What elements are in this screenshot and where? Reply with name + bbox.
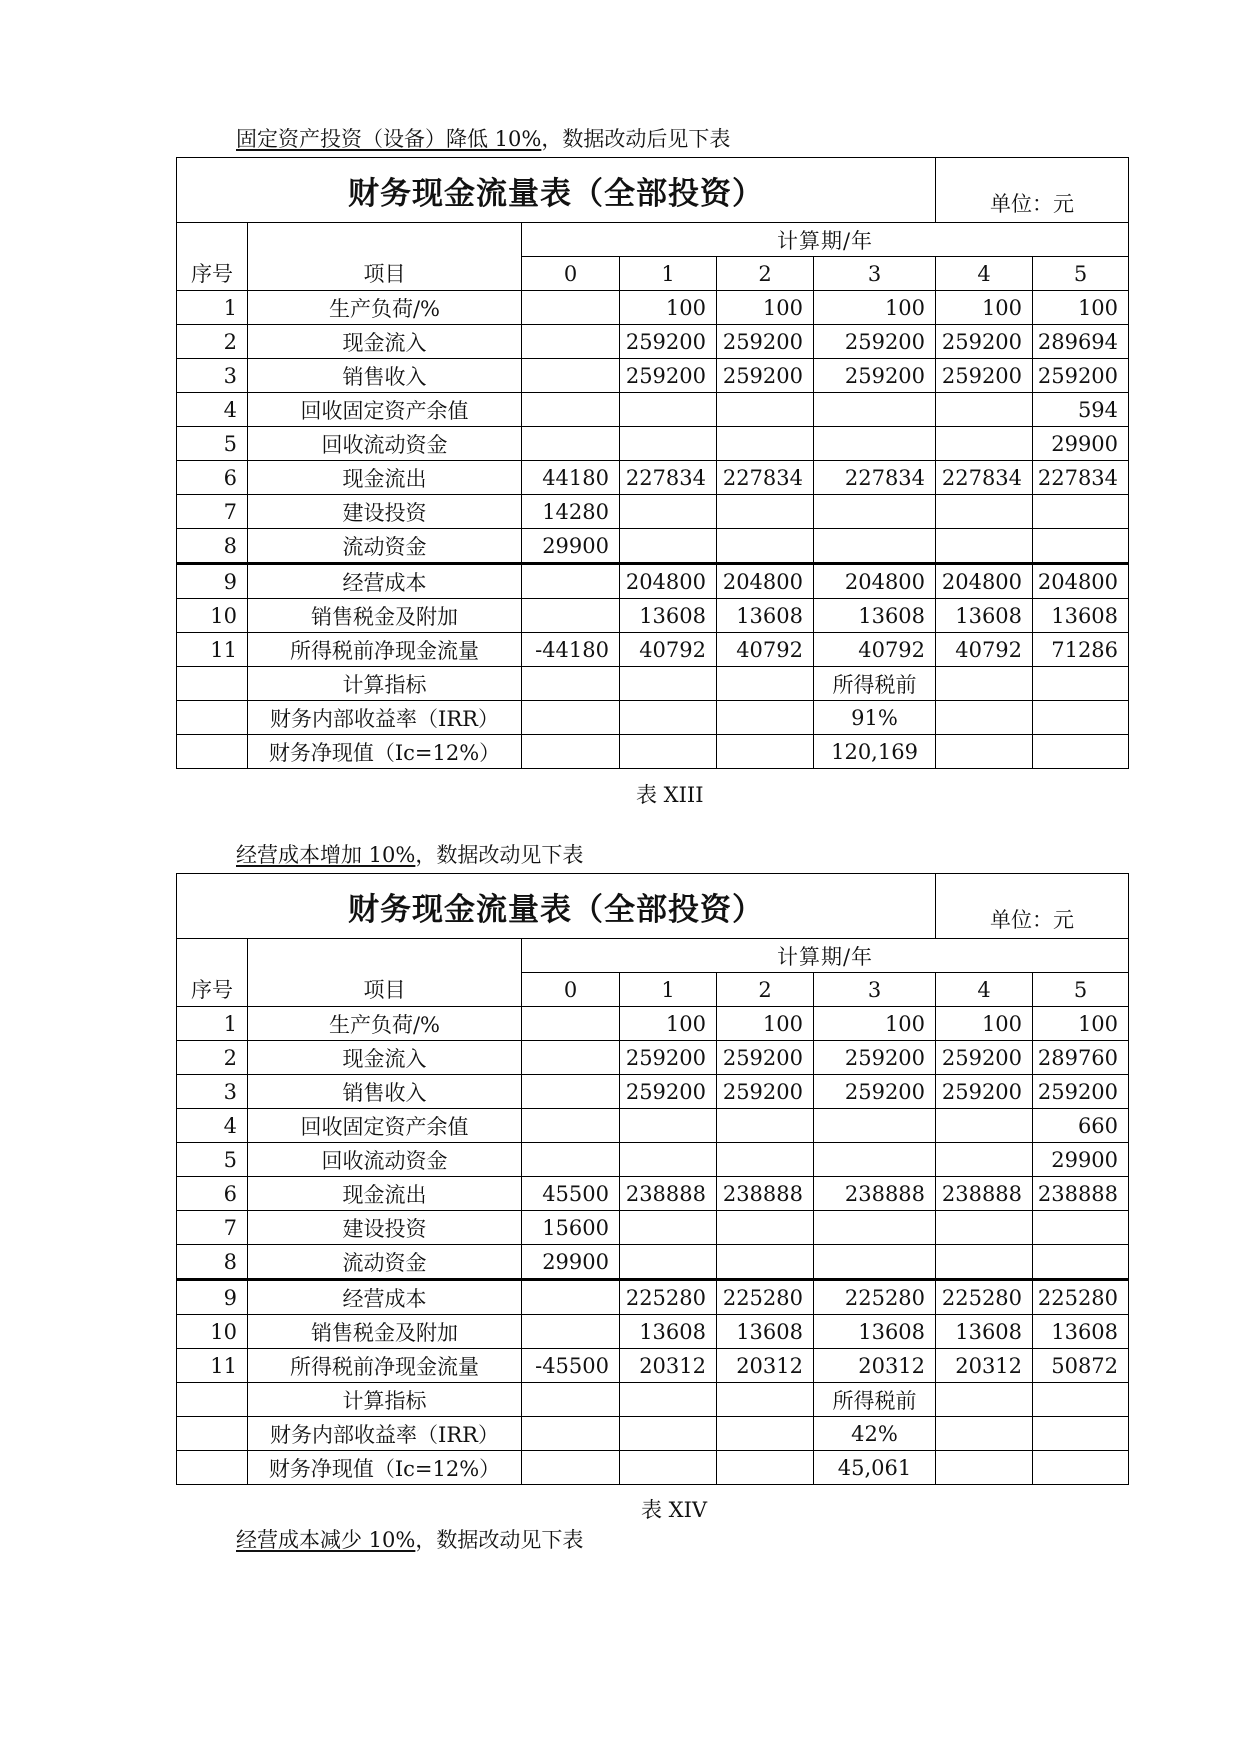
table-title: 财务现金流量表（全部投资） (177, 158, 936, 223)
cell-year-5 (1033, 701, 1129, 735)
cell-year-4 (936, 427, 1033, 461)
cell-year-3: 91% (814, 701, 936, 735)
year-header-5: 5 (1033, 973, 1129, 1007)
cell-year-0 (522, 325, 620, 359)
cell-year-2: 100 (717, 291, 814, 325)
cell-year-3: 100 (814, 1007, 936, 1041)
cell-year-1: 204800 (620, 564, 717, 599)
row-seq: 11 (177, 1349, 248, 1383)
row-item: 计算指标 (248, 667, 522, 701)
cell-year-2: 20312 (717, 1349, 814, 1383)
cell-year-1 (620, 393, 717, 427)
cell-year-4: 204800 (936, 564, 1033, 599)
table-row (177, 701, 1129, 735)
cell-year-1 (620, 1451, 717, 1485)
row-item: 经营成本 (248, 564, 522, 599)
cell-year-2 (717, 1383, 814, 1417)
cell-year-2 (717, 1143, 814, 1177)
cell-year-2: 238888 (717, 1177, 814, 1211)
row-seq: 10 (177, 1315, 248, 1349)
cell-year-5: 238888 (1033, 1177, 1129, 1211)
cell-year-1 (620, 1143, 717, 1177)
cell-year-1: 20312 (620, 1349, 717, 1383)
cell-year-0: 44180 (522, 461, 620, 495)
cell-year-3: 所得税前 (814, 1383, 936, 1417)
row-seq: 9 (177, 564, 248, 599)
section-3-intro (236, 1527, 583, 1553)
cell-year-3: 13608 (814, 599, 936, 633)
cell-year-5: 71286 (1033, 633, 1129, 667)
cell-year-3 (814, 529, 936, 564)
year-header-0: 0 (522, 973, 620, 1007)
cell-year-2 (717, 1417, 814, 1451)
cell-year-1 (620, 1109, 717, 1143)
row-seq: 1 (177, 1007, 248, 1041)
cell-year-1: 40792 (620, 633, 717, 667)
cell-year-0 (522, 291, 620, 325)
year-header-3: 3 (814, 973, 936, 1007)
table-row (177, 359, 1129, 393)
section-2-intro-underlined: 经营成本增加 10% (236, 843, 416, 867)
table-row (177, 1245, 1129, 1280)
table-row (177, 1075, 1129, 1109)
cell-year-1: 100 (620, 1007, 717, 1041)
row-item: 回收流动资金 (248, 427, 522, 461)
row-item: 生产负荷/% (248, 291, 522, 325)
cell-year-2: 259200 (717, 1075, 814, 1109)
year-header-4: 4 (936, 973, 1033, 1007)
cell-year-3 (814, 1143, 936, 1177)
row-seq (177, 701, 248, 735)
cell-year-1 (620, 495, 717, 529)
cell-year-4: 13608 (936, 1315, 1033, 1349)
row-item: 回收固定资产余值 (248, 393, 522, 427)
row-item: 现金流出 (248, 1177, 522, 1211)
year-header-0: 0 (522, 257, 620, 291)
row-item: 销售税金及附加 (248, 1315, 522, 1349)
cell-year-0 (522, 1280, 620, 1315)
cell-year-4: 13608 (936, 599, 1033, 633)
cell-year-4 (936, 1109, 1033, 1143)
cell-year-3 (814, 1211, 936, 1245)
cell-year-2: 13608 (717, 599, 814, 633)
row-item: 财务净现值（Ic=12%） (248, 735, 522, 769)
cell-year-0: 15600 (522, 1211, 620, 1245)
unit-label: 单位：元 (936, 874, 1129, 939)
cell-year-2: 204800 (717, 564, 814, 599)
cell-year-0 (522, 735, 620, 769)
table-2-body (177, 874, 1129, 1485)
row-item: 财务内部收益率（IRR） (248, 1417, 522, 1451)
seq-header: 序号 (177, 223, 248, 291)
table-row (177, 1177, 1129, 1211)
row-seq: 4 (177, 393, 248, 427)
cell-year-2: 40792 (717, 633, 814, 667)
cell-year-3: 45,061 (814, 1451, 936, 1485)
cell-year-2: 259200 (717, 359, 814, 393)
cell-year-4: 259200 (936, 1075, 1033, 1109)
cell-year-3: 42% (814, 1417, 936, 1451)
cell-year-4: 100 (936, 291, 1033, 325)
row-seq (177, 1451, 248, 1485)
cell-year-4 (936, 667, 1033, 701)
row-seq: 8 (177, 1245, 248, 1280)
row-seq (177, 1417, 248, 1451)
cell-year-1: 259200 (620, 1041, 717, 1075)
cell-year-5: 259200 (1033, 359, 1129, 393)
cell-year-5: 100 (1033, 1007, 1129, 1041)
cell-year-5 (1033, 1451, 1129, 1485)
cell-year-3: 100 (814, 291, 936, 325)
cell-year-5 (1033, 1245, 1129, 1280)
cell-year-5 (1033, 735, 1129, 769)
unit-label: 单位：元 (936, 158, 1129, 223)
row-seq: 10 (177, 599, 248, 633)
cell-year-3: 120,169 (814, 735, 936, 769)
table-row (177, 461, 1129, 495)
row-seq: 3 (177, 359, 248, 393)
seq-header: 序号 (177, 939, 248, 1007)
cell-year-1: 13608 (620, 599, 717, 633)
item-header: 项目 (248, 939, 522, 1007)
table-row (177, 1280, 1129, 1315)
row-item: 流动资金 (248, 1245, 522, 1280)
cell-year-1 (620, 701, 717, 735)
cell-year-1: 225280 (620, 1280, 717, 1315)
table-row (177, 291, 1129, 325)
cell-year-4 (936, 393, 1033, 427)
cell-year-1: 13608 (620, 1315, 717, 1349)
cell-year-5 (1033, 1383, 1129, 1417)
cell-year-5: 29900 (1033, 1143, 1129, 1177)
cell-year-1 (620, 529, 717, 564)
row-seq: 8 (177, 529, 248, 564)
row-seq (177, 735, 248, 769)
cell-year-0 (522, 599, 620, 633)
cell-year-1 (620, 427, 717, 461)
row-seq (177, 667, 248, 701)
cell-year-5: 660 (1033, 1109, 1129, 1143)
cell-year-3 (814, 1245, 936, 1280)
cell-year-0 (522, 359, 620, 393)
row-item: 计算指标 (248, 1383, 522, 1417)
row-seq: 5 (177, 427, 248, 461)
row-seq: 6 (177, 461, 248, 495)
table-row (177, 633, 1129, 667)
cell-year-3: 259200 (814, 359, 936, 393)
table-row (177, 1417, 1129, 1451)
cell-year-1: 227834 (620, 461, 717, 495)
cell-year-1: 238888 (620, 1177, 717, 1211)
cell-year-5: 50872 (1033, 1349, 1129, 1383)
cell-year-2 (717, 393, 814, 427)
cell-year-4 (936, 735, 1033, 769)
table-1-caption: 表 XIII (636, 783, 704, 807)
cell-year-4 (936, 529, 1033, 564)
row-seq: 7 (177, 1211, 248, 1245)
row-item: 销售收入 (248, 1075, 522, 1109)
cell-year-3 (814, 495, 936, 529)
cell-year-0 (522, 1143, 620, 1177)
cell-year-3: 238888 (814, 1177, 936, 1211)
row-item: 建设投资 (248, 495, 522, 529)
cell-year-3: 13608 (814, 1315, 936, 1349)
row-item: 财务净现值（Ic=12%） (248, 1451, 522, 1485)
item-header: 项目 (248, 223, 522, 291)
cell-year-3 (814, 1109, 936, 1143)
row-seq (177, 1383, 248, 1417)
cell-year-5 (1033, 1417, 1129, 1451)
table-row (177, 1211, 1129, 1245)
cell-year-2 (717, 701, 814, 735)
row-item: 回收固定资产余值 (248, 1109, 522, 1143)
cell-year-4: 259200 (936, 1041, 1033, 1075)
cash-flow-table-2 (176, 873, 1129, 1485)
cell-year-0: 29900 (522, 529, 620, 564)
table-row (177, 1315, 1129, 1349)
table-row (177, 735, 1129, 769)
row-item: 销售税金及附加 (248, 599, 522, 633)
cell-year-0 (522, 393, 620, 427)
row-seq: 6 (177, 1177, 248, 1211)
cell-year-4 (936, 1211, 1033, 1245)
cell-year-2 (717, 667, 814, 701)
cell-year-3: 259200 (814, 1041, 936, 1075)
cell-year-5: 289760 (1033, 1041, 1129, 1075)
cell-year-3: 227834 (814, 461, 936, 495)
cell-year-5: 29900 (1033, 427, 1129, 461)
cell-year-4: 100 (936, 1007, 1033, 1041)
cell-year-4: 238888 (936, 1177, 1033, 1211)
cell-year-5: 204800 (1033, 564, 1129, 599)
cell-year-0 (522, 1109, 620, 1143)
cell-year-0: -44180 (522, 633, 620, 667)
cell-year-5: 225280 (1033, 1280, 1129, 1315)
year-header-3: 3 (814, 257, 936, 291)
cell-year-0 (522, 1383, 620, 1417)
row-item: 所得税前净现金流量 (248, 633, 522, 667)
year-header-2: 2 (717, 257, 814, 291)
cell-year-0 (522, 701, 620, 735)
cell-year-2: 100 (717, 1007, 814, 1041)
table-row (177, 427, 1129, 461)
table-row (177, 599, 1129, 633)
cell-year-3: 225280 (814, 1280, 936, 1315)
section-3-intro-underlined: 经营成本减少 10% (236, 1528, 416, 1552)
cell-year-5 (1033, 495, 1129, 529)
cell-year-0: 14280 (522, 495, 620, 529)
row-item: 回收流动资金 (248, 1143, 522, 1177)
cell-year-0: 29900 (522, 1245, 620, 1280)
cell-year-4 (936, 1245, 1033, 1280)
cell-year-4: 40792 (936, 633, 1033, 667)
row-seq: 5 (177, 1143, 248, 1177)
year-header-1: 1 (620, 973, 717, 1007)
cell-year-2 (717, 1245, 814, 1280)
cell-year-5 (1033, 1211, 1129, 1245)
cell-year-4 (936, 1417, 1033, 1451)
period-header: 计算期/年 (522, 223, 1129, 257)
cell-year-0 (522, 667, 620, 701)
row-item: 现金流入 (248, 325, 522, 359)
table-row (177, 393, 1129, 427)
cell-year-2 (717, 1211, 814, 1245)
row-seq: 11 (177, 633, 248, 667)
cell-year-2 (717, 1451, 814, 1485)
period-header: 计算期/年 (522, 939, 1129, 973)
cell-year-1 (620, 667, 717, 701)
cell-year-0 (522, 1007, 620, 1041)
row-item: 流动资金 (248, 529, 522, 564)
section-1-intro-underlined: 固定资产投资（设备）降低 10% (236, 127, 542, 151)
section-2-intro-rest: ，数据改动见下表 (415, 843, 584, 867)
cell-year-4 (936, 1451, 1033, 1485)
cell-year-1: 100 (620, 291, 717, 325)
cell-year-1 (620, 1383, 717, 1417)
cell-year-0 (522, 1075, 620, 1109)
row-seq: 1 (177, 291, 248, 325)
table-row (177, 667, 1129, 701)
year-header-1: 1 (620, 257, 717, 291)
cell-year-2: 259200 (717, 1041, 814, 1075)
cell-year-5: 13608 (1033, 599, 1129, 633)
cell-year-5: 227834 (1033, 461, 1129, 495)
table-row (177, 1383, 1129, 1417)
cell-year-3: 259200 (814, 1075, 936, 1109)
row-item: 财务内部收益率（IRR） (248, 701, 522, 735)
row-seq: 2 (177, 1041, 248, 1075)
table-row (177, 1041, 1129, 1075)
section-1-intro (236, 126, 730, 152)
cell-year-3: 20312 (814, 1349, 936, 1383)
cell-year-0 (522, 1041, 620, 1075)
table-row (177, 325, 1129, 359)
year-header-2: 2 (717, 973, 814, 1007)
cell-year-4 (936, 701, 1033, 735)
table-title: 财务现金流量表（全部投资） (177, 874, 936, 939)
cell-year-0 (522, 1315, 620, 1349)
row-item: 经营成本 (248, 1280, 522, 1315)
cell-year-3 (814, 393, 936, 427)
year-header-4: 4 (936, 257, 1033, 291)
table-row (177, 1007, 1129, 1041)
cell-year-2 (717, 529, 814, 564)
cell-year-0 (522, 1417, 620, 1451)
cell-year-2 (717, 495, 814, 529)
cell-year-5 (1033, 667, 1129, 701)
table-row (177, 1451, 1129, 1485)
section-3-intro-rest: ，数据改动见下表 (415, 1528, 584, 1552)
row-seq: 9 (177, 1280, 248, 1315)
cell-year-4 (936, 1143, 1033, 1177)
cell-year-0: -45500 (522, 1349, 620, 1383)
table-row (177, 529, 1129, 564)
section-1-intro-rest: ，数据改动后见下表 (541, 127, 731, 151)
cell-year-5: 100 (1033, 291, 1129, 325)
cell-year-5 (1033, 529, 1129, 564)
row-item: 销售收入 (248, 359, 522, 393)
cell-year-3: 40792 (814, 633, 936, 667)
cell-year-5: 259200 (1033, 1075, 1129, 1109)
table-row (177, 1143, 1129, 1177)
cell-year-0 (522, 427, 620, 461)
row-item: 所得税前净现金流量 (248, 1349, 522, 1383)
cell-year-3 (814, 427, 936, 461)
row-seq: 7 (177, 495, 248, 529)
cell-year-2: 227834 (717, 461, 814, 495)
cell-year-0: 45500 (522, 1177, 620, 1211)
row-item: 建设投资 (248, 1211, 522, 1245)
cell-year-1 (620, 735, 717, 769)
table-row (177, 1349, 1129, 1383)
cell-year-3: 所得税前 (814, 667, 936, 701)
cell-year-2 (717, 1109, 814, 1143)
table-2-caption: 表 XIV (641, 1498, 708, 1522)
table-row (177, 1109, 1129, 1143)
cell-year-2: 13608 (717, 1315, 814, 1349)
cell-year-0 (522, 564, 620, 599)
table-1-body (177, 158, 1129, 769)
cash-flow-table-1 (176, 157, 1129, 769)
row-seq: 3 (177, 1075, 248, 1109)
cell-year-4: 225280 (936, 1280, 1033, 1315)
cell-year-1 (620, 1211, 717, 1245)
cell-year-1 (620, 1245, 717, 1280)
cell-year-3: 204800 (814, 564, 936, 599)
row-seq: 2 (177, 325, 248, 359)
cell-year-3: 259200 (814, 325, 936, 359)
cell-year-4: 227834 (936, 461, 1033, 495)
cell-year-2: 259200 (717, 325, 814, 359)
row-seq: 4 (177, 1109, 248, 1143)
row-item: 现金流入 (248, 1041, 522, 1075)
cell-year-1: 259200 (620, 1075, 717, 1109)
cell-year-5: 289694 (1033, 325, 1129, 359)
cell-year-4 (936, 495, 1033, 529)
row-item: 现金流出 (248, 461, 522, 495)
cell-year-4: 259200 (936, 325, 1033, 359)
cell-year-5: 13608 (1033, 1315, 1129, 1349)
cell-year-0 (522, 1451, 620, 1485)
cell-year-4: 259200 (936, 359, 1033, 393)
cell-year-1: 259200 (620, 359, 717, 393)
cell-year-1 (620, 1417, 717, 1451)
cell-year-2 (717, 735, 814, 769)
cell-year-4 (936, 1383, 1033, 1417)
row-item: 生产负荷/% (248, 1007, 522, 1041)
cell-year-2 (717, 427, 814, 461)
cell-year-5: 594 (1033, 393, 1129, 427)
cell-year-4: 20312 (936, 1349, 1033, 1383)
cell-year-2: 225280 (717, 1280, 814, 1315)
section-2-intro (236, 842, 583, 868)
cell-year-1: 259200 (620, 325, 717, 359)
table-row (177, 495, 1129, 529)
year-header-5: 5 (1033, 257, 1129, 291)
table-row (177, 564, 1129, 599)
